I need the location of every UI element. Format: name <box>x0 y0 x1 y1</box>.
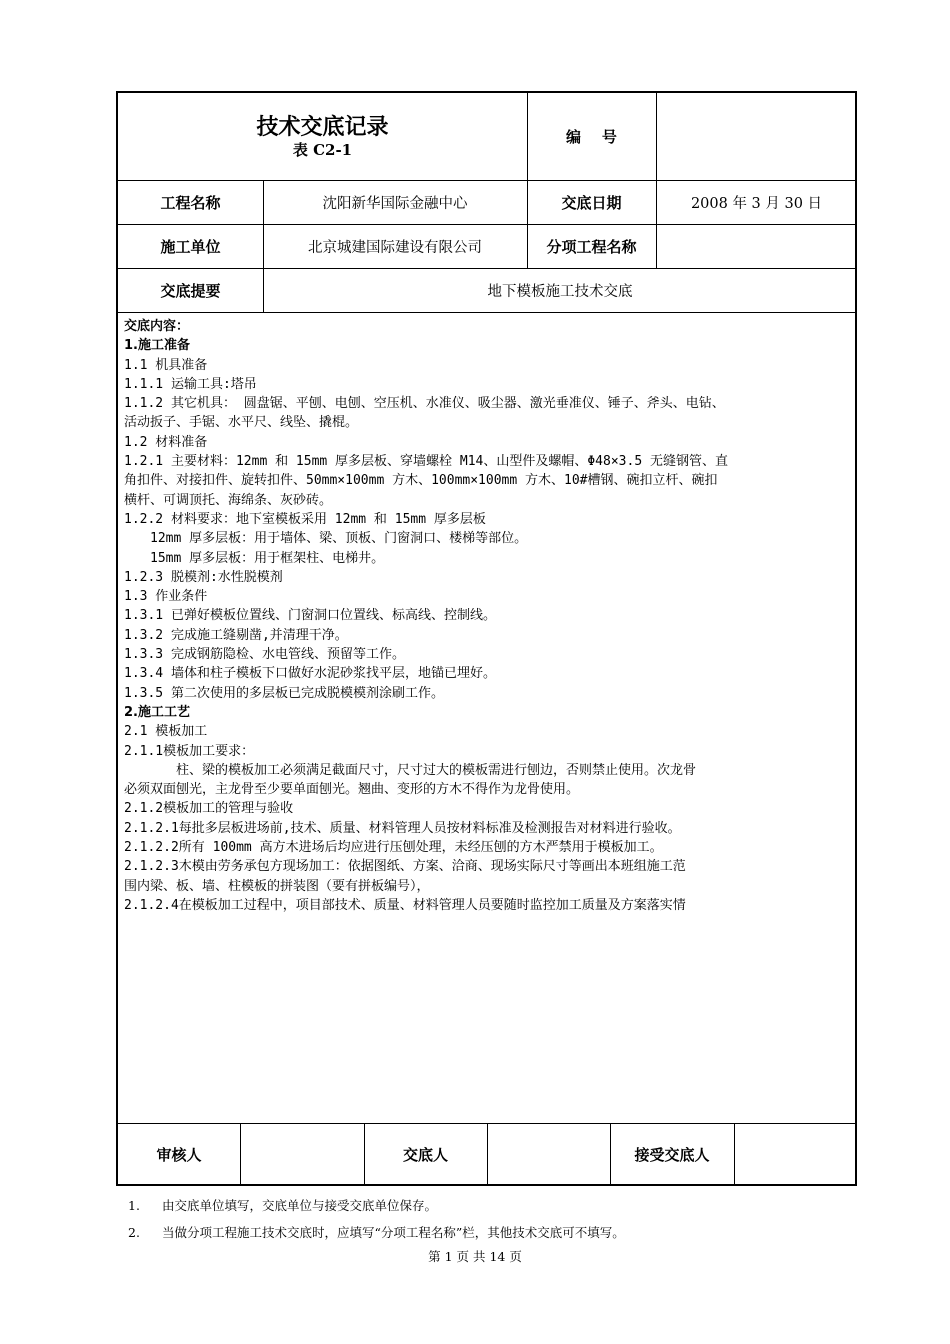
content-line: 2.1.1模板加工要求： <box>124 743 255 759</box>
content-line: 横杆、可调顶托、海绵条、灰砂砖。 <box>124 492 333 508</box>
summary-label: 交底提要 <box>160 281 221 300</box>
project-name-field[interactable]: 沈阳新华国际金融中心 <box>322 195 468 212</box>
content-line: 1.1 机具准备 <box>124 357 208 373</box>
content-line: 12mm 厚多层板：用于墙体、梁、顶板、门窗洞口、楼梯等部位。 <box>150 531 528 547</box>
note-number: 2. <box>128 1225 140 1240</box>
content-line: 1.施工准备 <box>124 338 190 354</box>
content-line: 角扣件、对接扣件、旋转扣件、50mm×100mm 方木、100mm×100mm 方木、10#槽钢、碗扣立杆、碗扣 <box>124 473 718 489</box>
content-line: 1.2.3 脱模剂:水性脱模剂 <box>124 569 283 585</box>
content-line: 1.3 作业条件 <box>124 589 208 605</box>
content-line: 1.3.5 第二次使用的多层板已完成脱模模剂涂刷工作。 <box>124 685 444 701</box>
page-title: 技术交底记录 <box>256 114 389 140</box>
subproject-field[interactable] <box>656 224 857 268</box>
contractor-field[interactable]: 北京城建国际建设有限公司 <box>308 239 482 256</box>
content-line: 1.3.3 完成钢筋隐检、水电管线、预留等工作。 <box>124 647 405 663</box>
contractor-label: 施工单位 <box>160 237 221 256</box>
date-label: 交底日期 <box>561 193 622 212</box>
note-number: 1. <box>128 1198 140 1213</box>
note-text: 由交底单位填写，交底单位与接受交底单位保存。 <box>162 1198 438 1213</box>
content-line: 2.1.2.2所有 100mm 高方木进场后均应进行压刨处理，未经压刨的方木严禁用于模板加工。 <box>124 840 663 856</box>
date-field[interactable]: 2008 年 3 月 30 日 <box>690 195 823 212</box>
receiver-label: 接受交底人 <box>634 1146 710 1164</box>
project-name-label: 工程名称 <box>160 193 221 212</box>
content-line: 2.1 模板加工 <box>124 724 208 740</box>
discloser-field[interactable] <box>487 1123 610 1186</box>
content-line: 15mm 厚多层板：用于框架柱、电梯井。 <box>150 550 385 566</box>
disclosure-content <box>124 317 856 915</box>
content-line: 必须双面刨光，主龙骨至少要单面刨光。翘曲、变形的方木不得作为龙骨使用。 <box>124 782 580 798</box>
note-item <box>128 1192 625 1219</box>
content-line: 1.3.1 已弹好模板位置线、门窗洞口位置线、标高线、控制线。 <box>124 608 496 624</box>
content-line: 活动扳子、手锯、水平尺、线坠、撬棍。 <box>124 415 359 431</box>
number-label: 编 号 <box>566 128 617 146</box>
discloser-label: 交底人 <box>402 1146 448 1164</box>
content-line: 1.2 材料准备 <box>124 434 208 450</box>
content-line: 1.1.2 其它机具： 圆盘锯、平刨、电刨、空压机、水准仪、吸尘器、激光垂准仪、锤子、斧头、电钻、 <box>124 396 725 412</box>
page-number: 第 1 页 共 14 页 <box>428 1249 522 1264</box>
content-line: 1.3.4 墙体和柱子模板下口做好水泥砂浆找平层，地锚已埋好。 <box>124 666 496 682</box>
disclosure-record-table <box>116 91 857 1186</box>
content-line: 2.1.2.4在模板加工过程中，项目部技术、质量、材料管理人员要随时监控加工质量及方案落实情 <box>124 897 686 913</box>
number-field[interactable] <box>656 93 857 180</box>
content-line: 1.1.1 运输工具:塔吊 <box>124 376 257 392</box>
content-line: 柱、梁的模板加工必须满足截面尺寸，尺寸过大的模板需进行刨边，否则禁止使用。次龙骨 <box>176 762 697 778</box>
content-line: 2.1.2模板加工的管理与验收 <box>124 801 294 817</box>
form-code: 表 C2-1 <box>292 140 353 159</box>
content-line: 2.施工工艺 <box>124 704 190 720</box>
content-line: 2.1.2.1每批多层板进场前,技术、质量、材料管理人员按材料标准及检测报告对材料进行验收。 <box>124 820 681 836</box>
content-line: 围内梁、板、墙、柱模板的拼装图（要有拼板编号）， <box>124 878 430 894</box>
note-text: 当做分项工程施工技术交底时，应填写“分项工程名称”栏，其他技术交底可不填写。 <box>162 1225 625 1240</box>
content-line: 交底内容： <box>124 319 190 334</box>
row-divider <box>118 312 855 313</box>
content-line: 1.2.1 主要材料：12mm 和 15mm 厚多层板、穿墙螺栓 M14、山型件及螺帽、Φ48×3.5 无缝钢管、直 <box>124 454 728 470</box>
content-line: 1.2.2 材料要求：地下室模板采用 12mm 和 15mm 厚多层板 <box>124 511 486 527</box>
content-line: 1.3.2 完成施工缝剔凿,并清理干净。 <box>124 627 348 643</box>
receiver-field[interactable] <box>734 1123 857 1186</box>
note-item <box>128 1219 625 1246</box>
summary-field[interactable]: 地下模板施工技术交底 <box>487 283 633 300</box>
notes <box>128 1192 625 1246</box>
title-block <box>118 93 527 180</box>
content-line: 2.1.2.3木模由劳务承包方现场加工：依据图纸、方案、洽商、现场实际尺寸等画出本班组施工范 <box>124 859 686 875</box>
reviewer-label: 审核人 <box>156 1146 202 1164</box>
subproject-label: 分项工程名称 <box>546 237 637 256</box>
reviewer-field[interactable] <box>240 1123 364 1186</box>
